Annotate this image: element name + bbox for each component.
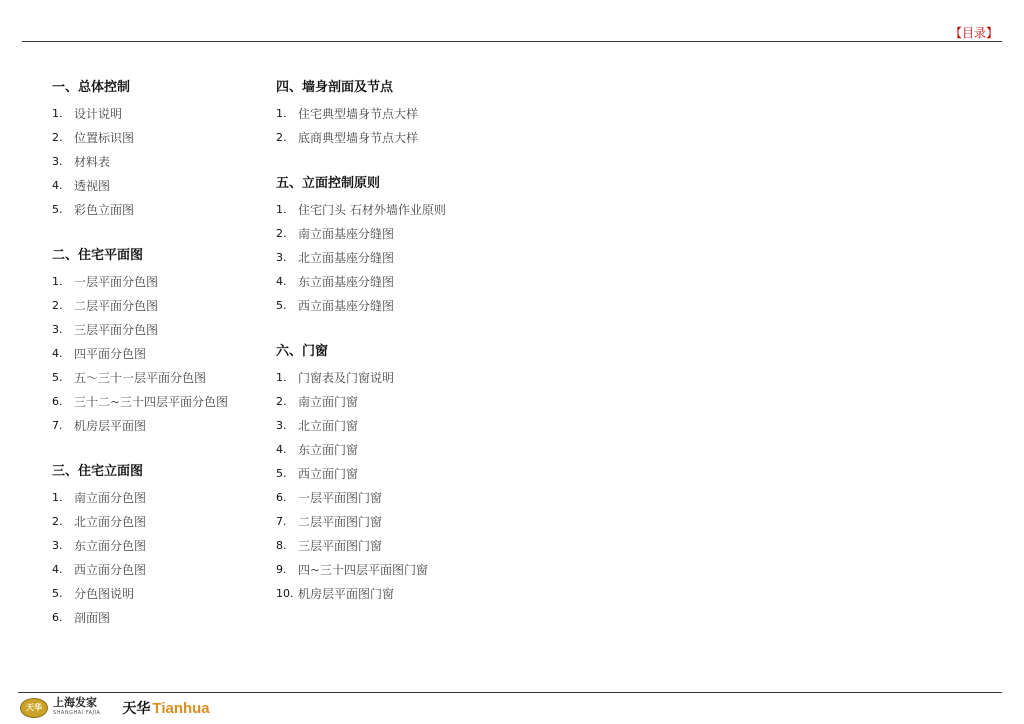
toc-item[interactable]	[52, 582, 262, 606]
toc-item-number: 2.	[276, 227, 287, 240]
toc-item-label: 南立面分色图	[74, 491, 147, 505]
toc-item-number: 5.	[276, 467, 287, 480]
toc-item-number: 5.	[52, 203, 63, 216]
toc-item-label: 材料表	[74, 155, 111, 169]
toc-item-label: 门窗表及门窗说明	[298, 371, 395, 385]
toc-item-label: 四平面分色图	[74, 347, 147, 361]
toc-item-label: 西立面分色图	[74, 563, 147, 577]
toc-item[interactable]	[52, 294, 262, 318]
toc-section	[276, 174, 536, 318]
toc-item-label: 三层平面分色图	[74, 323, 159, 337]
header-divider	[22, 41, 1002, 42]
toc-item-label: 四~三十四层平面图门窗	[298, 563, 429, 577]
toc-item[interactable]	[276, 366, 536, 390]
toc-item[interactable]	[276, 462, 536, 486]
section-items	[276, 366, 536, 606]
toc-item-number: 1.	[276, 371, 287, 384]
toc-item-number: 4.	[276, 275, 287, 288]
toc-item[interactable]	[52, 174, 262, 198]
fajia-logo-cn: 上海发家	[53, 696, 97, 709]
toc-item-number: 4.	[52, 347, 63, 360]
toc-item-number: 1.	[52, 275, 63, 288]
toc-item-number: 4.	[52, 563, 63, 576]
toc-item-label: 设计说明	[74, 107, 123, 121]
toc-item-number: 3.	[276, 419, 287, 432]
section-items	[276, 102, 536, 150]
toc-item-number: 3.	[52, 155, 63, 168]
toc-item-number: 7.	[276, 515, 287, 528]
toc-item[interactable]	[276, 582, 536, 606]
footer-logos	[20, 697, 210, 719]
toc-item-label: 北立面分色图	[74, 515, 147, 529]
toc-item-label: 北立面门窗	[298, 419, 359, 433]
toc-item-label: 一层平面图门窗	[298, 491, 383, 505]
toc-item-label: 北立面基座分缝图	[298, 251, 395, 265]
toc-item-label: 五～三十一层平面分色图	[74, 371, 207, 385]
toc-item-number: 1.	[52, 107, 63, 120]
section-items	[276, 198, 536, 318]
toc-item-label: 二层平面分色图	[74, 299, 159, 313]
toc-item[interactable]	[52, 414, 262, 438]
section-title: 三、住宅立面图	[52, 464, 144, 479]
section-items	[52, 270, 262, 438]
toc-item-number: 2.	[52, 515, 63, 528]
toc-item-label: 住宅典型墙身节点大样	[298, 107, 419, 121]
toc-item[interactable]	[276, 126, 536, 150]
toc-item-number: 1.	[276, 107, 287, 120]
toc-item-number: 5.	[276, 299, 287, 312]
toc-link[interactable]: 【目录】	[949, 26, 998, 40]
toc-item[interactable]	[276, 222, 536, 246]
toc-item-label: 二层平面图门窗	[298, 515, 383, 529]
toc-item[interactable]	[276, 390, 536, 414]
toc-item[interactable]	[52, 390, 262, 414]
toc-item-label: 东立面基座分缝图	[298, 275, 395, 289]
toc-item-number: 5.	[52, 371, 63, 384]
toc-item[interactable]	[276, 510, 536, 534]
toc-section	[276, 78, 536, 150]
toc-item[interactable]	[52, 342, 262, 366]
toc-item-number: 6.	[276, 491, 287, 504]
section-title: 五、立面控制原则	[276, 176, 381, 191]
fajia-logo-icon: 天华	[20, 698, 48, 718]
toc-item-number: 2.	[276, 131, 287, 144]
toc-item-number: 5.	[52, 587, 63, 600]
toc-item-label: 南立面基座分缝图	[298, 227, 395, 241]
section-items	[52, 486, 262, 630]
toc-item-number: 8.	[276, 539, 287, 552]
toc-item-label: 三层平面图门窗	[298, 539, 383, 553]
toc-item-label: 一层平面分色图	[74, 275, 159, 289]
toc-item-number: 4.	[52, 179, 63, 192]
toc-item-number: 1.	[52, 491, 63, 504]
toc-item-number: 4.	[276, 443, 287, 456]
toc-item-label: 分色图说明	[74, 587, 135, 601]
toc-item-number: 2.	[52, 299, 63, 312]
toc-item-label: 东立面分色图	[74, 539, 147, 553]
section-items	[52, 102, 262, 222]
section-title: 二、住宅平面图	[52, 248, 144, 263]
toc-item[interactable]	[52, 366, 262, 390]
toc-item[interactable]	[52, 510, 262, 534]
toc-section	[52, 78, 262, 222]
toc-item[interactable]	[52, 606, 262, 630]
toc-item-label: 三十二~三十四层平面分色图	[74, 395, 229, 409]
toc-item-number: 2.	[276, 395, 287, 408]
toc-column-left	[52, 78, 262, 654]
section-title: 四、墙身剖面及节点	[276, 80, 394, 95]
toc-item[interactable]	[52, 534, 262, 558]
toc-item-number: 6.	[52, 611, 63, 624]
toc-item-label: 透视图	[74, 179, 111, 193]
toc-item-label: 剖面图	[74, 611, 111, 625]
toc-item-label: 机房层平面图	[74, 419, 147, 433]
toc-item-number: 1.	[276, 203, 287, 216]
toc-item[interactable]	[52, 126, 262, 150]
toc-section	[276, 342, 536, 606]
toc-item[interactable]	[52, 150, 262, 174]
toc-item[interactable]	[276, 534, 536, 558]
toc-item[interactable]	[276, 294, 536, 318]
toc-item-number: 3.	[52, 539, 63, 552]
toc-item-label: 西立面门窗	[298, 467, 359, 481]
toc-item[interactable]	[276, 486, 536, 510]
toc-item-label: 住宅门头 石材外墙作业原则	[298, 203, 446, 217]
toc-item-label: 东立面门窗	[298, 443, 359, 457]
toc-section	[52, 462, 262, 630]
toc-item-number: 9.	[276, 563, 287, 576]
toc-item-number: 10.	[276, 587, 294, 600]
fajia-logo-en: SHANGHAI FAJIA	[53, 710, 101, 716]
toc-item[interactable]	[276, 438, 536, 462]
toc-item-number: 3.	[52, 323, 63, 336]
toc-item-number: 7.	[52, 419, 63, 432]
toc-item-number: 2.	[52, 131, 63, 144]
toc-item-label: 南立面门窗	[298, 395, 359, 409]
tianhua-logo-en: Tianhua	[152, 699, 210, 717]
section-title: 一、总体控制	[52, 80, 131, 95]
toc-item-number: 6.	[52, 395, 63, 408]
toc-item[interactable]	[276, 414, 536, 438]
toc-item[interactable]	[52, 198, 262, 222]
toc-item[interactable]	[276, 270, 536, 294]
toc-item[interactable]	[276, 246, 536, 270]
toc-item[interactable]	[52, 270, 262, 294]
toc-column-right	[276, 78, 536, 630]
toc-item[interactable]	[276, 102, 536, 126]
toc-item[interactable]	[276, 198, 536, 222]
section-title: 六、门窗	[276, 344, 329, 359]
fajia-logo-text	[53, 697, 100, 719]
toc-section	[52, 246, 262, 438]
toc-item[interactable]	[52, 102, 262, 126]
tianhua-logo-cn: 天华	[122, 701, 151, 717]
toc-item[interactable]	[52, 486, 262, 510]
toc-item[interactable]	[276, 558, 536, 582]
footer-divider	[18, 692, 1002, 693]
toc-item-label: 位置标识图	[74, 131, 135, 145]
toc-item-label: 西立面基座分缝图	[298, 299, 395, 313]
toc-item-label: 机房层平面图门窗	[298, 587, 395, 601]
toc-item[interactable]	[52, 318, 262, 342]
toc-item-label: 底商典型墙身节点大样	[298, 131, 419, 145]
toc-item-number: 3.	[276, 251, 287, 264]
toc-item-label: 彩色立面图	[74, 203, 135, 217]
toc-item[interactable]	[52, 558, 262, 582]
